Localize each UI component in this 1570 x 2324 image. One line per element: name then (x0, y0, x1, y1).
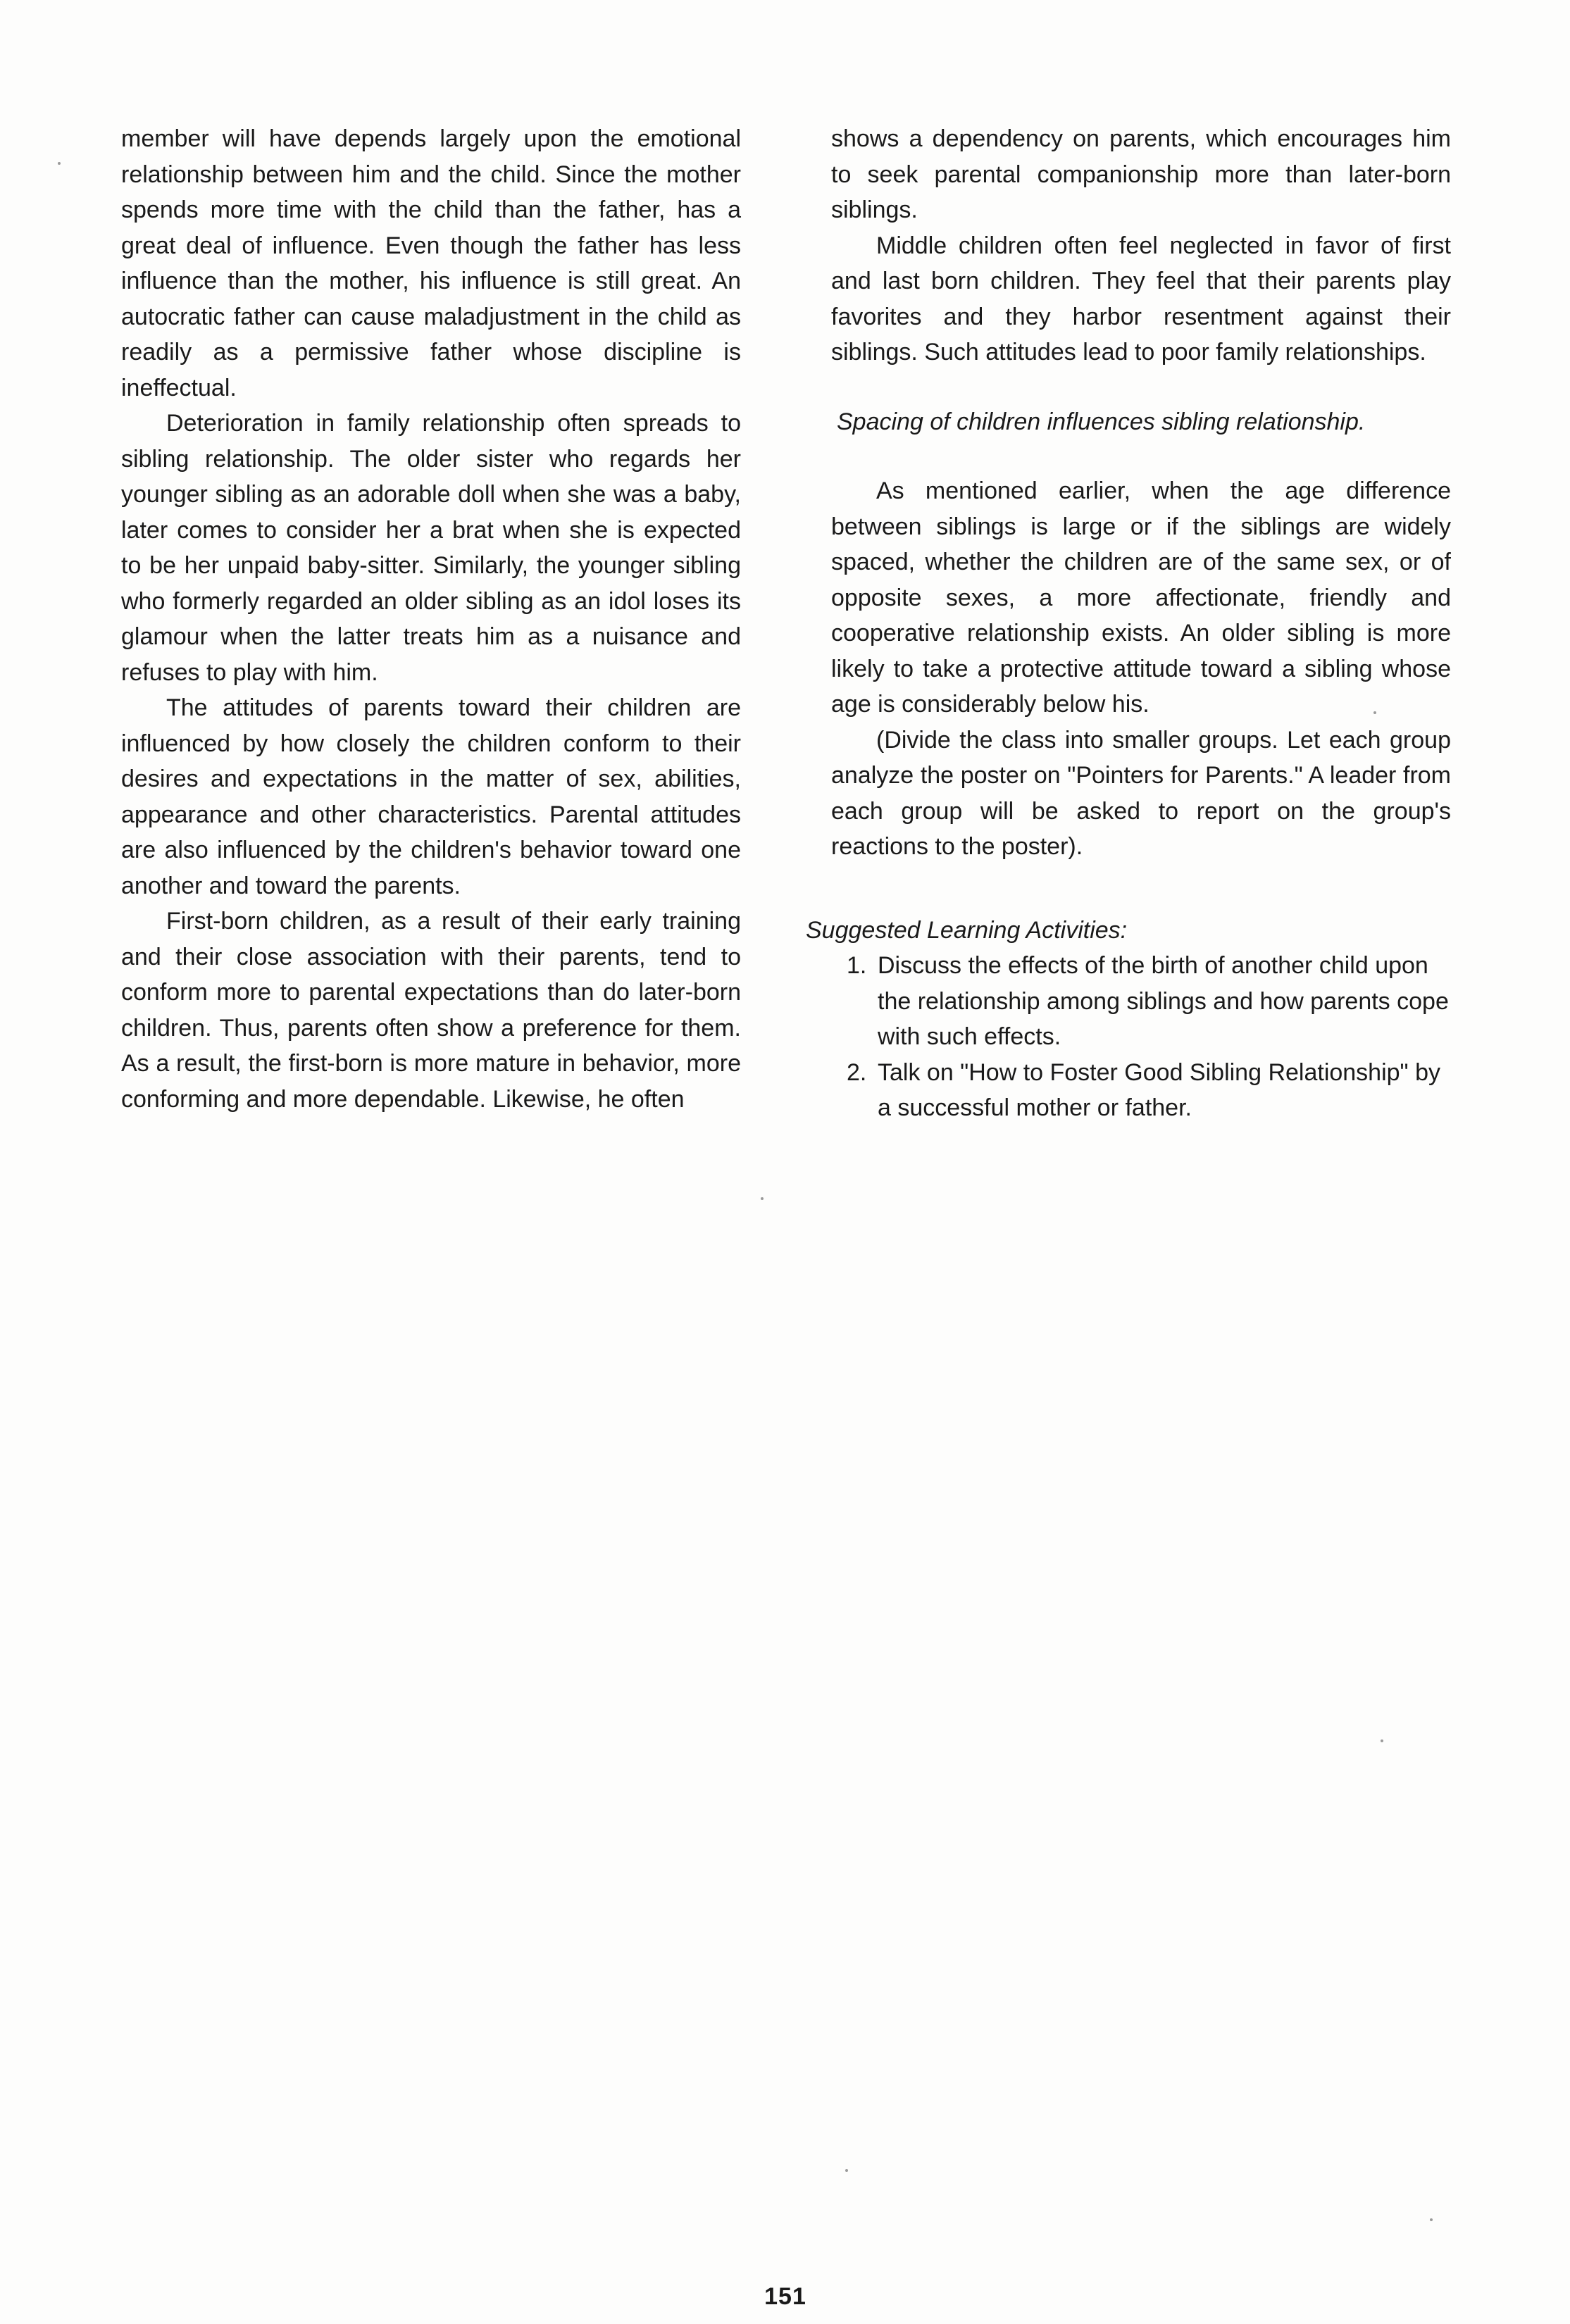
paragraph-group-activity: (Divide the class into smaller groups. Let each group analyze the poster on "Pointers for Parents." A leader from each group will be asked to report on the group's reactions to the poster). (831, 726, 1451, 860)
scan-speck (1430, 2218, 1433, 2221)
paragraph-parental-influence: member will have depends largely upon the emotional relationship between him and the child. Since the mother spends more time with the child than the father, has a great deal of influence. Even though the father has less influence than the mother, his influence is still great. An autocratic father can cause maladjustment in the child as readily as a permissive father whose discipline is ineffectual. (121, 125, 741, 401)
paragraph-middle-children: Middle children often feel neglected in favor of first and last born children. They feel that their parents play favorites and they harbor resentment against their siblings. Such attitudes lead to poor family relationships. (831, 232, 1451, 366)
activities-list (831, 948, 1451, 1126)
left-column (121, 121, 741, 1117)
list-item-text: Discuss the effects of the birth of another child upon the relationship among siblings and how parents cope with such effects. (878, 952, 1449, 1050)
section-heading-spacing: Spacing of children influences sibling relationship. (837, 408, 1366, 435)
scan-speck (1381, 1739, 1383, 1742)
paragraph-age-difference: As mentioned earlier, when the age difference between siblings is large or if the siblings are widely spaced, whether the children are of the same sex, or of opposite sexes, a more affectionate, friendly and cooperative relationship exists. An older sibling is more likely to take a protective attitude toward a sibling whose age is considerably below his. (831, 477, 1451, 718)
paragraph-parental-attitudes: The attitudes of parents toward their children are influenced by how closely the children conform to their desires and expectations in the matter of sex, abilities, appearance and other characteristics. Parental attitudes are also influenced by the children's behavior toward one another and toward the parents. (121, 694, 741, 899)
list-item (831, 1055, 1451, 1126)
right-column (806, 121, 1451, 1126)
spacer (831, 865, 1451, 913)
paragraph-deterioration: Deterioration in family relationship often spreads to sibling relationship. The older sister who regards her younger sibling as an adorable doll when she was a baby, later comes to consider her a brat when she is expected to be her unpaid baby-sitter. Similarly, the younger sibling who formerly regarded an older sibling as an idol loses its glamour when the latter treats him as a nuisance and refuses to play with him. (121, 410, 741, 686)
spacer (831, 439, 1451, 473)
spacer (831, 370, 1451, 404)
activities-heading: Suggested Learning Activities: (806, 916, 1128, 944)
list-item (831, 948, 1451, 1055)
paragraph-first-born: First-born children, as a result of their early training and their close association with their parents, tend to conform more to parental expectations than do later-born children. Thus, parents often show a preference for them. As a result, the first-born is more mature in behavior, more conforming and more dependable. Likewise, he often (121, 908, 741, 1113)
scan-speck (761, 1197, 764, 1200)
paragraph-dependency: shows a dependency on parents, which encourages him to seek parental companionship more than later-born siblings. (831, 125, 1451, 223)
scan-speck (845, 2169, 848, 2172)
scan-speck (1373, 711, 1376, 714)
list-item-number: 1. (847, 952, 867, 979)
list-item-number: 2. (847, 1058, 867, 1086)
list-item-text: Talk on "How to Foster Good Sibling Relationship" by a successful mother or father. (878, 1058, 1440, 1121)
page-number: 151 (764, 2283, 806, 2310)
scan-speck (58, 162, 61, 165)
